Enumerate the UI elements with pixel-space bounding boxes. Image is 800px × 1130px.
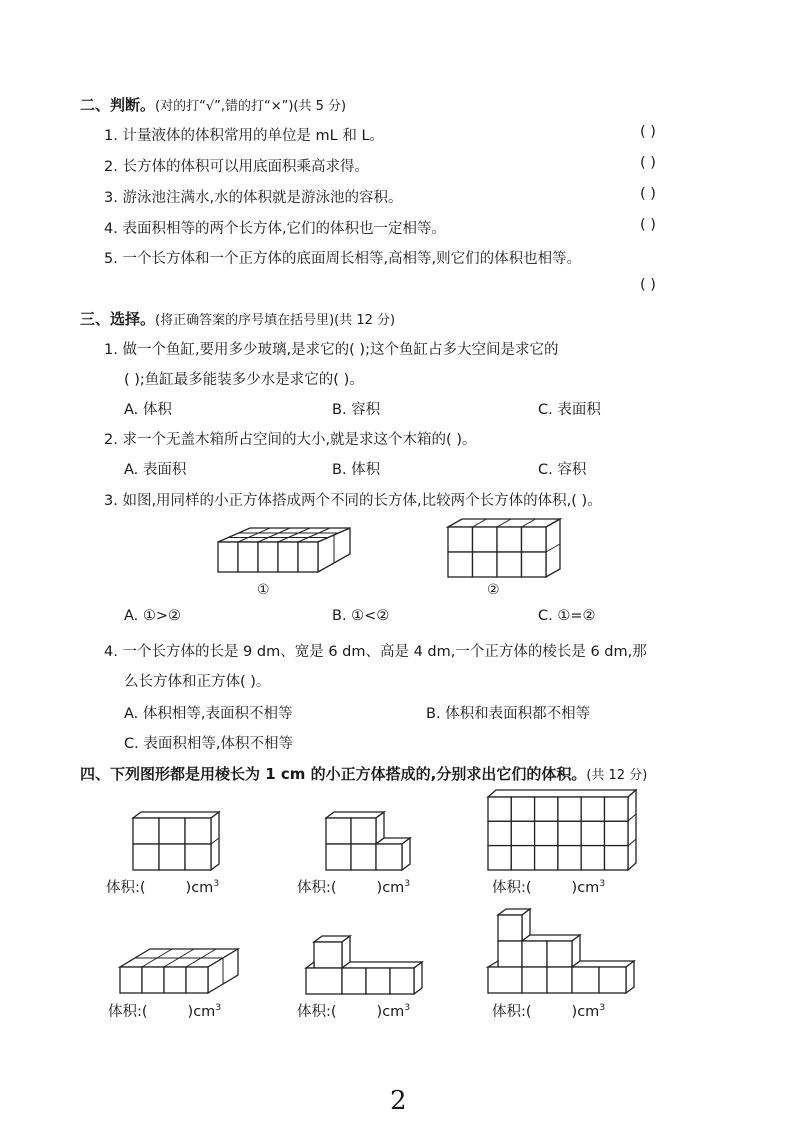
s4-volume-a	[106, 876, 219, 897]
volume-unit: )cm	[571, 880, 600, 896]
s4-figc-cube	[511, 821, 534, 845]
choice-q4-line1: 4. 一个长方体的长是 9 dm、宽是 6 dm、高是 4 dm,一个正方体的棱长是 6 dm,那	[104, 644, 647, 660]
volume-unit: )cm	[376, 880, 405, 896]
s4-fige-cube	[314, 942, 342, 968]
s4-figa-cube	[185, 844, 211, 870]
s4-figf-cube	[522, 967, 547, 993]
volume-unit: )cm	[376, 1004, 405, 1020]
s4-figb-cube	[376, 844, 402, 870]
volume-unit-exp: 3	[599, 1003, 606, 1014]
answer-paren-1[interactable]: ( )	[640, 124, 656, 140]
volume-prefix: 体积:(	[108, 1004, 148, 1020]
q3-figure-2	[440, 515, 570, 585]
q3-figure-2-label: ②	[487, 582, 500, 598]
section-3-title: 三、选择。	[80, 310, 156, 328]
volume-prefix: 体积:(	[297, 1004, 337, 1020]
q1-option-a: A. 体积	[124, 402, 172, 418]
q3-fig2-cube	[473, 527, 498, 552]
s4-figure-e	[300, 930, 430, 1000]
s4-figb-cube	[326, 844, 351, 870]
s4-fige-top3	[342, 962, 422, 968]
s4-figd-cube	[142, 967, 164, 993]
section-2-note: (对的打“√”,错的打“×”)(共 5 分)	[155, 99, 347, 114]
volume-unit-exp: 3	[215, 1003, 222, 1014]
q3-fig1-cube	[218, 542, 238, 572]
volume-unit: )cm	[185, 880, 214, 896]
judge-item-1: 1. 计量液体的体积常用的单位是 mL 和 L。	[104, 128, 385, 144]
s4-figc-cube	[605, 821, 629, 845]
answer-paren-2[interactable]: ( )	[640, 155, 656, 171]
q3-option-b: B. ①<②	[332, 608, 390, 624]
q3-fig1-cube	[238, 542, 258, 572]
s4-fige-cube	[342, 968, 366, 994]
q3-option-a: A. ①>②	[124, 608, 182, 624]
s4-fige-cube	[306, 968, 342, 994]
s4-figc-cube	[488, 821, 511, 845]
volume-unit-exp: 3	[404, 1003, 411, 1014]
answer-paren-3[interactable]: ( )	[640, 186, 656, 202]
s4-figb-cube	[351, 844, 376, 870]
answer-paren-4[interactable]: ( )	[640, 217, 656, 233]
q3-figure-1-label: ①	[257, 582, 270, 598]
s4-figf-top3a	[488, 961, 498, 967]
s4-figd-cube	[164, 967, 186, 993]
s4-figf-cube	[547, 967, 572, 993]
s4-figf-cube	[547, 941, 572, 967]
s4-figc-top	[488, 790, 636, 797]
q3-fig2-cube	[522, 527, 547, 552]
s4-figd-cube	[120, 967, 142, 993]
s4-figc-cube	[605, 846, 629, 870]
s4-figa-cube	[133, 818, 159, 844]
volume-unit-exp: 3	[404, 879, 411, 890]
volume-unit-exp: 3	[599, 879, 606, 890]
q4-option-c: C. 表面积相等,体积不相等	[124, 736, 293, 752]
s4-figc-cube	[581, 821, 604, 845]
s4-figa-top	[133, 812, 219, 818]
volume-unit: )cm	[571, 1004, 600, 1020]
s4-figc-side	[628, 790, 636, 870]
q1-option-b: B. 容积	[332, 402, 381, 418]
page-number: 2	[390, 1086, 407, 1116]
s4-figf-cube	[498, 941, 522, 967]
judge-item-4: 4. 表面积相等的两个长方体,它们的体积也一定相等。	[104, 221, 447, 237]
s4-figb-cube	[351, 818, 376, 844]
s4-figa-cube	[159, 818, 185, 844]
s4-figc-cube	[581, 797, 604, 821]
section-3-heading	[80, 308, 395, 329]
s4-figa-cube	[185, 818, 211, 844]
s4-volume-f	[492, 1000, 605, 1021]
s4-figc-cube	[511, 846, 534, 870]
q3-fig2-cube	[497, 552, 522, 577]
choice-q3: 3. 如图,用同样的小正方体搭成两个不同的长方体,比较两个长方体的体积,( )。	[104, 493, 602, 509]
section-2-heading	[80, 94, 346, 115]
s4-figc-cube	[535, 797, 558, 821]
s4-figf-top2	[522, 935, 580, 941]
s4-figb-lower-side	[402, 838, 410, 870]
s4-figure-b	[318, 808, 418, 876]
volume-prefix: 体积:(	[492, 880, 532, 896]
q3-fig2-cube	[448, 552, 473, 577]
s4-figc-cube	[488, 846, 511, 870]
q3-fig1-cube	[258, 542, 278, 572]
s4-figc-cube	[558, 797, 581, 821]
s4-figc-cube	[558, 846, 581, 870]
s4-figd-cube	[186, 967, 208, 993]
q3-figure-1	[210, 520, 360, 580]
volume-prefix: 体积:(	[106, 880, 146, 896]
q2-option-c: C. 容积	[538, 462, 587, 478]
section-4-title: 四、下列图形都是用棱长为 1 cm 的小正方体搭成的,分别求出它们的体积。	[80, 765, 587, 783]
s4-fige-top2	[306, 962, 314, 968]
s4-figf-cube	[572, 967, 599, 993]
q3-option-c: C. ①=②	[538, 608, 596, 624]
s4-figf-cube	[599, 967, 626, 993]
s4-figc-cube	[535, 846, 558, 870]
q2-option-a: A. 表面积	[124, 462, 187, 478]
choice-q4-line2: 么长方体和正方体( )。	[124, 674, 271, 690]
section-4-heading	[80, 763, 647, 784]
s4-volume-b	[297, 876, 410, 897]
q3-fig2-cube	[497, 527, 522, 552]
s4-volume-e	[297, 1000, 410, 1021]
volume-prefix: 体积:(	[492, 1004, 532, 1020]
s4-figf-cube	[488, 967, 522, 993]
q4-option-b: B. 体积和表面积都不相等	[426, 706, 591, 722]
section-2-title: 二、判断。	[80, 96, 156, 114]
s4-figf-side3	[626, 961, 634, 993]
section-4-note: (共 12 分)	[586, 768, 648, 783]
s4-figc-cube	[558, 821, 581, 845]
s4-figa-cube	[159, 844, 185, 870]
answer-paren-5[interactable]: ( )	[640, 277, 656, 293]
s4-figa-cube	[133, 844, 159, 870]
s4-figc-cube	[488, 797, 511, 821]
q3-fig2-cube	[473, 552, 498, 577]
q3-fig1-cube	[278, 542, 298, 572]
s4-figc-cube	[511, 797, 534, 821]
s4-figc-cube	[535, 821, 558, 845]
q3-fig2-cube	[448, 527, 473, 552]
s4-figf-cube	[522, 941, 547, 967]
q3-fig2-cube	[522, 552, 547, 577]
s4-figc-cube	[581, 846, 604, 870]
s4-figb-top	[326, 812, 384, 818]
s4-figure-a	[125, 808, 225, 876]
judge-item-2: 2. 长方体的体积可以用底面积乘高求得。	[104, 159, 369, 175]
volume-unit: )cm	[187, 1004, 216, 1020]
choice-q1-line1: 1. 做一个鱼缸,要用多少玻璃,是求它的( );这个鱼缸占多大空间是求它的	[104, 342, 559, 358]
s4-figure-c	[480, 785, 640, 877]
q3-fig1-cube	[298, 542, 318, 572]
q4-option-a: A. 体积相等,表面积不相等	[124, 706, 293, 722]
volume-unit-exp: 3	[213, 879, 220, 890]
judge-item-5: 5. 一个长方体和一个正方体的底面周长相等,高相等,则它们的体积也相等。	[104, 251, 582, 267]
s4-figb-cube	[326, 818, 351, 844]
s4-fige-cube	[390, 968, 414, 994]
choice-q1-line2: ( );鱼缸最多能装多少水是求它的( )。	[124, 372, 364, 388]
q1-option-c: C. 表面积	[538, 402, 601, 418]
s4-figf-cube	[498, 915, 522, 941]
s4-fige-side3	[414, 962, 422, 994]
s4-fige-cube	[366, 968, 390, 994]
s4-volume-d	[108, 1000, 221, 1021]
s4-figure-f	[482, 905, 642, 1000]
s4-figc-cube	[605, 797, 629, 821]
judge-item-3: 3. 游泳池注满水,水的体积就是游泳池的容积。	[104, 190, 403, 206]
choice-q2: 2. 求一个无盖木箱所占空间的大小,就是求这个木箱的( )。	[104, 432, 477, 448]
s4-figure-d	[112, 935, 242, 1000]
q2-option-b: B. 体积	[332, 462, 381, 478]
section-3-note: (将正确答案的序号填在括号里)(共 12 分)	[155, 313, 396, 328]
volume-prefix: 体积:(	[297, 880, 337, 896]
s4-volume-c	[492, 876, 605, 897]
s4-figf-top3	[572, 961, 634, 967]
